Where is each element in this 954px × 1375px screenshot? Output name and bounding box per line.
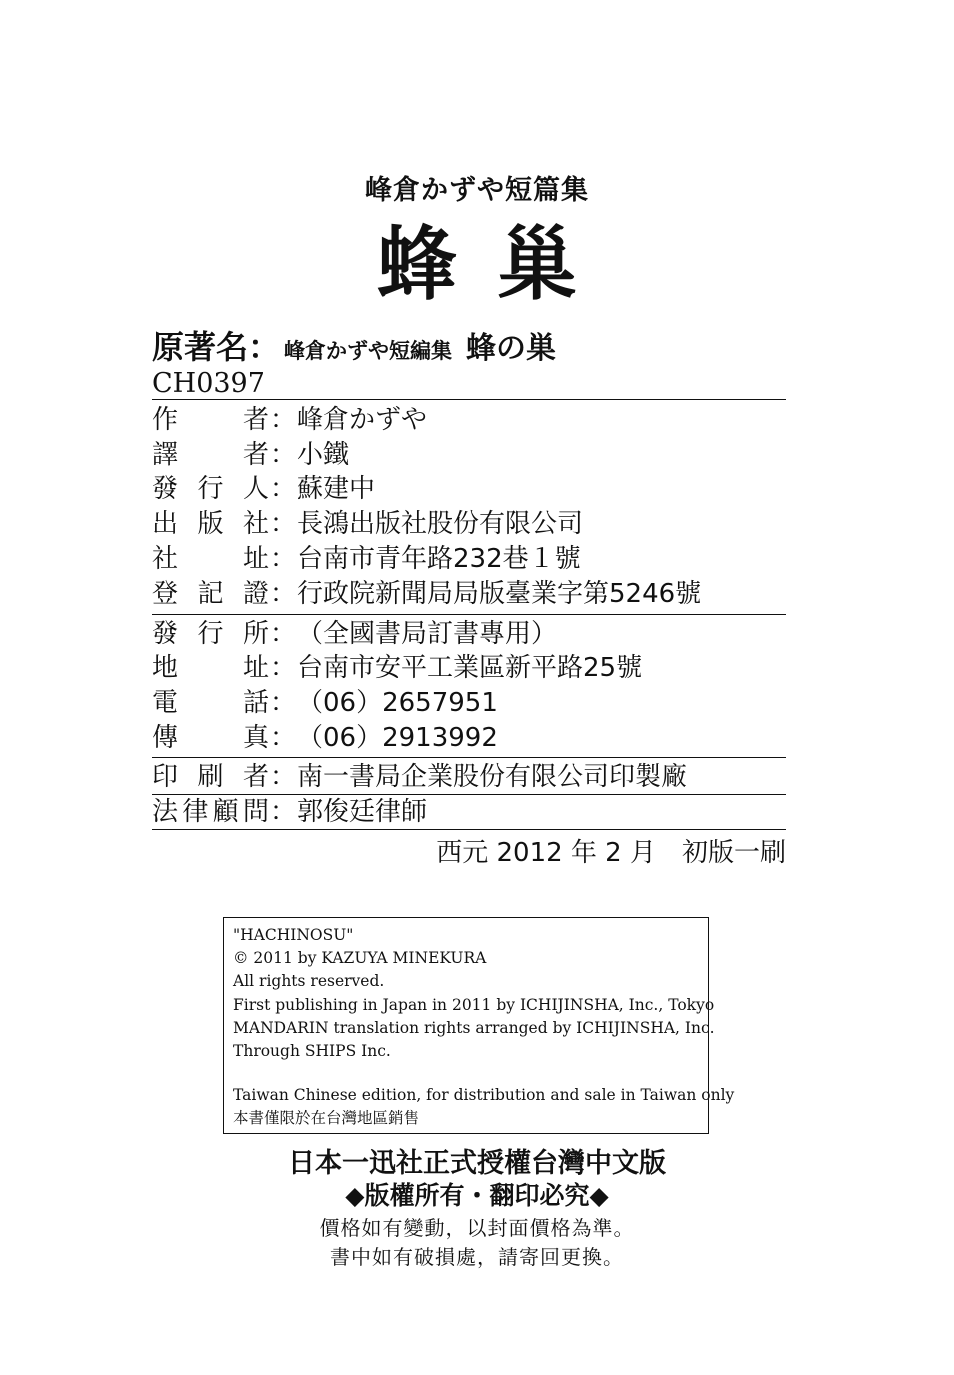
credit-value: 行政院新聞局局版臺業字第5246號 [297,579,702,609]
rights-territory-zh: 本書僅限於在台灣地區銷售 [233,1109,420,1128]
distribution-row-address [152,651,642,686]
divider [152,757,786,758]
rights-reserved: All rights reserved. [233,972,385,991]
distribution-row-distributor [152,617,557,652]
credit-row-address [152,542,581,577]
price-note: 價格如有變動，以封面價格為準。 [319,1216,635,1240]
rights-translation: MANDARIN translation rights arranged by ICHIJINSHA, Inc. [233,1018,715,1037]
credit-value: 小鐵 [297,440,350,470]
printer-label: 印刷者 [152,762,269,792]
colon: ： [269,440,296,470]
original-series: 峰倉かずや短編集 [284,339,453,363]
colon: ： [269,405,296,435]
rights-territory-en: Taiwan Chinese edition, for distribution and sale in Taiwan only [233,1086,735,1105]
distribution-value: 台南市安平工業區新平路25號 [297,653,643,683]
colon: ： [269,474,296,504]
colon: ： [269,762,296,792]
colon: ： [269,579,296,609]
lawyer-value: 郭俊廷律師 [297,797,428,827]
original-title-line [152,322,556,368]
credit-label: 作者 [152,405,269,435]
distribution-label: 發行所 [152,619,269,649]
distribution-row-fax [152,721,498,756]
original-title-label: 原著名： [152,328,281,366]
rights-title: "HACHINOSU" [233,926,354,944]
distribution-value: （全國書局訂書專用） [297,619,558,649]
credit-row-registration [152,577,701,612]
original-title: 蜂の巣 [466,331,557,366]
rights-agency: Through SHIPS Inc. [233,1042,391,1061]
damage-note: 書中如有破損處，請寄回更換。 [330,1245,624,1269]
edition-date: 西元 2012 年 2 月 初版一刷 [436,838,786,868]
credit-value: 台南市青年路232巷１號 [297,544,581,574]
book-subtitle: 峰倉かずや短篇集 [365,175,589,206]
distribution-value: （06）2657951 [297,688,498,718]
credit-row-publisher-person [152,472,375,507]
credit-row-publisher [152,507,583,542]
printer-row [152,760,687,795]
distribution-row-phone [152,686,498,721]
colon: ： [269,688,296,718]
divider [152,614,786,615]
printer-value: 南一書局企業股份有限公司印製廠 [297,762,688,792]
rights-spacer [233,1063,700,1084]
colon: ： [269,653,296,683]
rights-reserved-notice: ◆版權所有・翻印必究◆ [345,1181,609,1210]
colon: ： [269,544,296,574]
distribution-label: 地址 [152,653,269,683]
authorization-notice: 日本一迅社正式授權台灣中文版 [288,1148,666,1179]
credit-row-translator [152,438,349,473]
colon: ： [269,509,296,539]
credit-label: 登記證 [152,579,269,609]
colon: ： [269,797,296,827]
lawyer-row [152,795,427,830]
book-title: 蜂巢 [377,218,617,311]
colon: ： [269,723,296,753]
rights-copyright: © 2011 by KAZUYA MINEKURA [233,949,487,968]
credit-value: 蘇建中 [297,474,376,504]
copyright-box [223,917,735,1134]
colon: ： [269,619,296,649]
credit-value: 峰倉かずや [297,405,428,435]
credit-row-author [152,403,427,438]
distribution-label: 電話 [152,688,269,718]
credit-label: 譯者 [152,440,269,470]
credit-label: 社址 [152,544,269,574]
distribution-label: 傳真 [152,723,269,753]
catalog-code: CH0397 [152,368,265,399]
lawyer-label: 法律顧問 [152,797,269,827]
divider [152,829,786,830]
rights-first-publishing: First publishing in Japan in 2011 by ICHIJINSHA, Inc., Tokyo [233,995,715,1014]
credit-value: 長鴻出版社股份有限公司 [297,509,584,539]
distribution-value: （06）2913992 [297,723,498,753]
divider [152,399,786,400]
credit-label: 出版社 [152,509,269,539]
credit-label: 發行人 [152,474,269,504]
